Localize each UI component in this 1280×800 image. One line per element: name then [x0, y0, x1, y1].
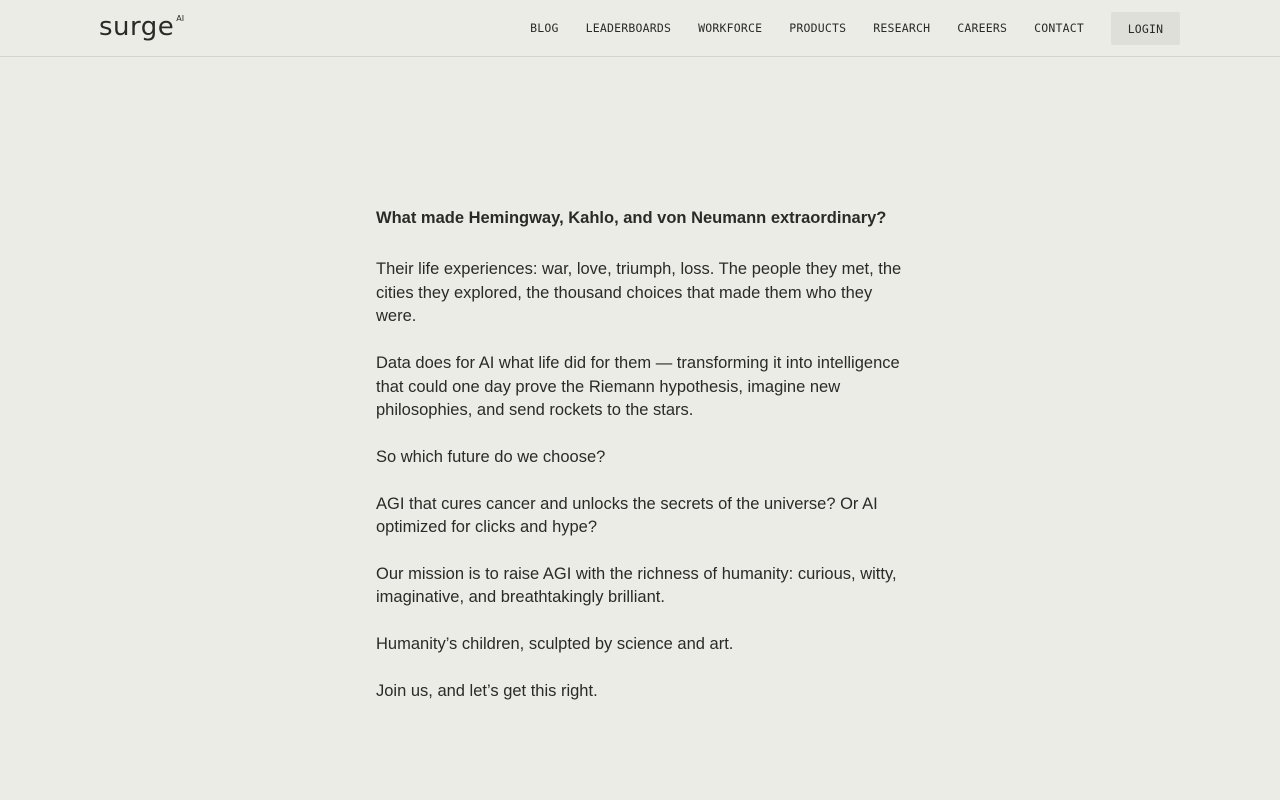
top-navigation-bar	[0, 0, 1280, 57]
mission-paragraph-data: Data does for AI what life did for them — transforming it into intelligence that could one day prove the Riemann hypothesis, imagine new philosophies, and send rockets to the stars.	[376, 354, 900, 419]
nav-link-contact[interactable]: CONTACT	[1034, 21, 1084, 35]
logo-wordmark: surge	[99, 12, 175, 42]
mission-paragraph-join: Join us, and let’s get this right.	[376, 682, 598, 701]
login-button[interactable]: LOGIN	[1111, 12, 1180, 45]
mission-paragraph-agi: AGI that cures cancer and unlocks the secrets of the universe? Or AI optimized for clicks and hype?	[376, 494, 878, 537]
nav-link-careers[interactable]: CAREERS	[957, 21, 1008, 35]
mission-paragraph-question: So which future do we choose?	[376, 447, 606, 466]
mission-statement	[376, 207, 904, 727]
nav-link-products[interactable]: PRODUCTS	[789, 21, 847, 35]
main-nav	[530, 12, 1180, 45]
nav-link-research[interactable]: RESEARCH	[873, 21, 931, 35]
mission-headline: What made Hemingway, Kahlo, and von Neumann extraordinary?	[376, 209, 887, 227]
nav-link-workforce[interactable]: WORKFORCE	[698, 21, 763, 35]
nav-link-blog[interactable]: BLOG	[530, 21, 559, 35]
mission-paragraph-humanity: Humanity’s children, sculpted by science and art.	[376, 635, 734, 654]
logo-superscript: AI	[176, 14, 185, 23]
mission-paragraph-experiences: Their life experiences: war, love, triumph, loss. The people they met, the cities they explored, the thousand choices that made them who they were.	[376, 260, 902, 326]
nav-link-leaderboards[interactable]: LEADERBOARDS	[585, 21, 672, 35]
mission-paragraph-goal: Our mission is to raise AGI with the richness of humanity: curious, witty, imaginative, and breathtakingly brilliant.	[376, 565, 897, 607]
surge-ai-logo[interactable]	[99, 12, 184, 42]
